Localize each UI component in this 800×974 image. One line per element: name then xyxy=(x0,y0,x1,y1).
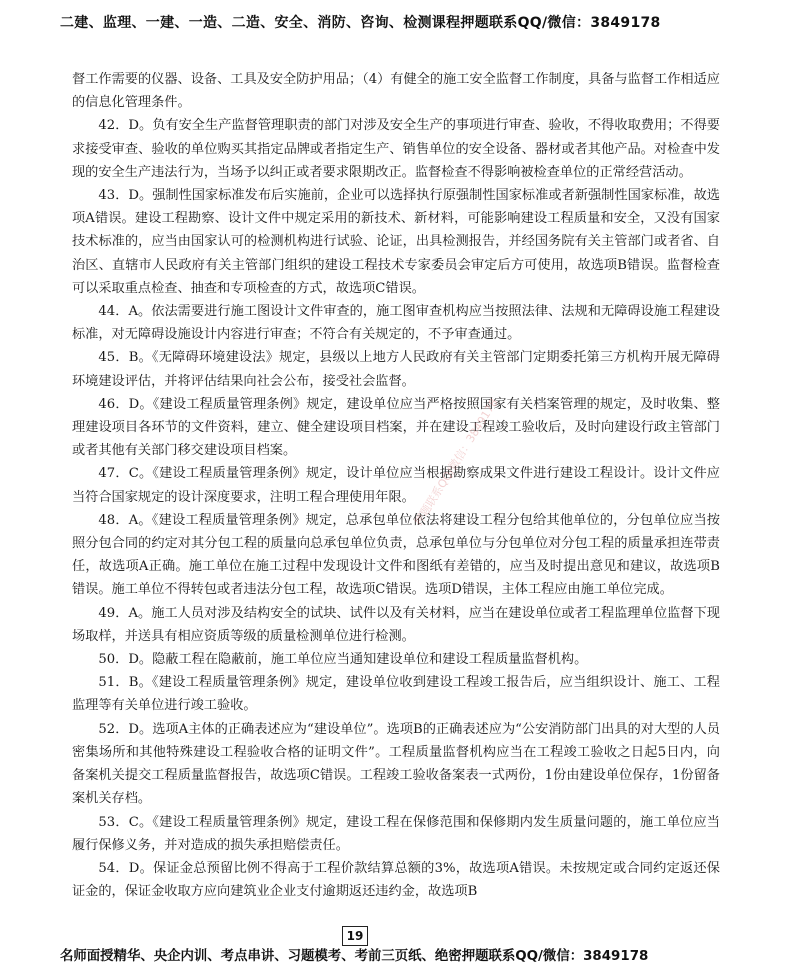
answer-43: 43．D。强制性国家标准发布后实施前，企业可以选择执行原强制性国家标准或者新强制性国家标准，故选项A错误。建设工程勘察、设计文件中规定采用的新技术、新材料，可能影响建设工程质量和安全，又没有国家技术标准的，应当由国家认可的检测机构进行试验、论证，出具检测报告，并经国务院有关主管部门或者省、自治区、直辖市人民政府有关主管部门组织的建设工程技术专家委员会审定后方可使用，故选项B错误。监督检查可以采取重点检查、抽查和专项检查的方式，故选项C错误。 xyxy=(72,188,720,296)
answer-46: 46．D。《建设工程质量管理条例》规定，建设单位应当严格按照国家有关档案管理的规定，及时收集、整理建设项目各环节的文件资料，建立、健全建设项目档案，并在建设工程竣工验收后，及时向建设行政主管部门或者其他有关部门移交建设项目档案。 xyxy=(72,396,720,459)
answer-50: 50．D。隐蔽工程在隐蔽前，施工单位应当通知建设单位和建设工程质量监督机构。 xyxy=(98,652,588,668)
watermark: 押题联系QQ/微信：3849178 xyxy=(411,396,501,528)
answer-42: 42．D。负有安全生产监督管理职责的部门对涉及安全生产的事项进行审查、验收，不得收取费用；不得要求接受审查、验收的单位购买其指定品牌或者指定生产、销售单位的安全设备、器材或者其他产品。对检查中发现的安全生产违法行为，当场予以纠正或者要求限期改正。监督检查不得影响被检查单位的正常经营活动。 xyxy=(72,118,720,180)
answer-48: 48．A。《建设工程质量管理条例》规定，总承包单位依法将建设工程分包给其他单位的，分包单位应当按照分包合同的约定对其分包工程的质量向总承包单位负责，总承包单位与分包单位对分包工程的质量承担连带责任，故选项A正确。施工单位在施工过程中发现设计文件和图纸有差错的，应当及时提出意见和建议，故选项B错误。施工单位不得转包或者违法分包工程，故选项C错误。选项D错误，主体工程应由施工单位完成。 xyxy=(72,512,720,598)
answer-44: 44．A。依法需要进行施工图设计文件审查的，施工图审查机构应当按照法律、法规和无障碍设施工程建设标准，对无障碍设施设计内容进行审查；不符合有关规定的，不予审查通过。 xyxy=(72,304,720,343)
answer-49: 49．A。施工人员对涉及结构安全的试块、试件以及有关材料，应当在建设单位或者工程监理单位监督下现场取样，并送具有相应资质等级的质量检测单位进行检测。 xyxy=(72,605,720,644)
answer-47: 47．C。《建设工程质量管理条例》规定，设计单位应当根据勘察成果文件进行建设工程设计。设计文件应当符合国家规定的设计深度要求，注明工程合理使用年限。 xyxy=(72,466,720,505)
page-header: 二建、监理、一建、一造、二造、安全、消防、咨询、检测课程押题联系QQ/微信：3849178 xyxy=(60,15,661,31)
answer-45: 45．B。《无障碍环境建设法》规定，县级以上地方人民政府有关主管部门定期委托第三方机构开展无障碍环境建设评估，并将评估结果向社会公布，接受社会监督。 xyxy=(72,350,720,389)
page-footer: 名师面授精华、央企内训、考点串讲、习题模考、考前三页纸、绝密押题联系QQ/微信：3849178 xyxy=(60,949,649,964)
paragraph-continuation: 督工作需要的仪器、设备、工具及安全防护用品；（4）有健全的施工安全监督工作制度，具备与监督工作相适应的信息化管理条件。 xyxy=(72,72,720,111)
answer-54: 54．D。保证金总预留比例不得高于工程价款结算总额的3%，故选项A错误。未按规定或合同约定返还保证金的，保证金收取方应向建筑业企业支付逾期返还违约金，故选项B xyxy=(72,860,720,900)
answer-explanations xyxy=(72,68,720,903)
answer-53: 53．C。《建设工程质量管理条例》规定，建设工程在保修范围和保修期内发生质量问题的，施工单位应当履行保修义务，并对造成的损失承担赔偿责任。 xyxy=(72,814,720,853)
answer-51: 51．B。《建设工程质量管理条例》规定，建设单位收到建设工程竣工报告后，应当组织设计、施工、工程监理等有关单位进行竣工验收。 xyxy=(72,675,720,714)
page-number: 19 xyxy=(342,926,368,946)
answer-52: 52．D。选项A主体的正确表述应为“建设单位”。选项B的正确表述应为“公安消防部门出具的对大型的人员密集场所和其他特殊建设工程验收合格的证明文件”。工程质量监督机构应当在工程竣工验收之日起5日内，向备案机关提交工程质量监督报告，故选项C错误。工程竣工验收备案表一式两份，1份由建设单位保存，1份留备案机关存档。 xyxy=(72,721,720,807)
